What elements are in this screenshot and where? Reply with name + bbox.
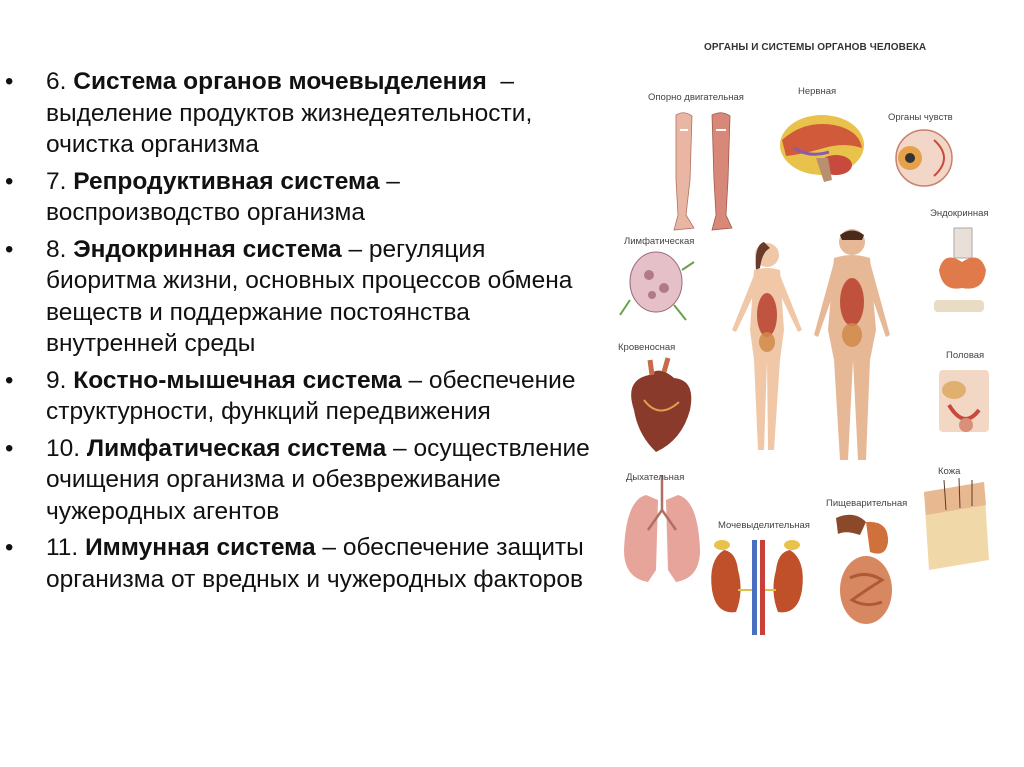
label-circulatory: Кровеносная: [618, 342, 676, 353]
label-skin: Кожа: [938, 466, 961, 477]
label-lymphatic: Лимфатическая: [624, 236, 695, 247]
item-number: 10.: [46, 434, 81, 462]
item-term: Костно-мышечная система: [73, 366, 402, 394]
skin-illustration: [924, 478, 989, 570]
item-term: Лимфатическая система: [86, 434, 387, 462]
label-urinary: Мочевыделительная: [718, 520, 810, 531]
item-text: [46, 168, 400, 227]
brain-illustration: [780, 115, 864, 182]
item-description: – регуляция биоритма жизни, основных процессов обмена веществ и поддержание постоянства внутренней среды: [46, 235, 573, 357]
bullet-marker: •: [5, 366, 14, 394]
digestive-illustration: [836, 515, 892, 624]
bullet-list: [0, 66, 600, 600]
item-term: Иммунная система: [85, 534, 316, 561]
item-term: Эндокринная система: [73, 235, 342, 263]
item-text: [46, 435, 590, 525]
lymph-node-illustration: [620, 252, 694, 320]
male-body-illustration: [814, 229, 890, 460]
label-endocrine: Эндокринная: [930, 208, 989, 219]
bullet-marker: •: [5, 235, 14, 263]
figure-title: ОРГАНЫ И СИСТЕМЫ ОРГАНОВ ЧЕЛОВЕКА: [704, 42, 927, 53]
item-description: – обеспечение структурности, функций передвижения: [46, 366, 576, 425]
list-item: [0, 234, 600, 360]
label-reproductive: Половая: [946, 350, 985, 361]
organ-illustrations: [604, 30, 1024, 650]
item-text: [46, 367, 575, 426]
item-description: – осуществление очищения организма и обезвреживание чужеродных агентов: [46, 434, 590, 525]
kidneys-illustration: [711, 540, 803, 635]
organ-systems-figure: [604, 30, 1024, 650]
item-description: – обеспечение защиты организма от вредных и чужеродных факторов: [46, 534, 584, 593]
bullet-marker: •: [5, 534, 14, 561]
list-item: [0, 433, 600, 528]
label-musculoskeletal: Опорно двигательная: [648, 92, 744, 103]
thyroid-illustration: [934, 228, 986, 312]
list-item: [0, 66, 600, 161]
bullet-marker: •: [5, 68, 14, 95]
label-nervous: Нервная: [798, 86, 837, 97]
list-item: [0, 365, 600, 428]
item-term: Репродуктивная система: [73, 167, 380, 195]
reproductive-illustration: [939, 370, 989, 432]
lungs-illustration: [624, 475, 700, 582]
item-text: [46, 534, 584, 593]
item-number: 7.: [46, 167, 67, 195]
bullet-marker: •: [5, 167, 14, 195]
list-item: [0, 532, 600, 595]
item-number: 6.: [46, 68, 67, 95]
item-term: Система органов мочевыделения: [73, 68, 487, 95]
item-description: – выделение продуктов жизнедеятельности, очистка организма: [46, 68, 540, 158]
item-number: 11.: [46, 534, 79, 561]
item-text: [46, 68, 539, 158]
item-number: 8.: [46, 235, 67, 263]
item-text: [46, 236, 572, 358]
female-body-illustration: [732, 242, 802, 450]
label-senses: Органы чувств: [888, 112, 953, 123]
label-respiratory: Дыхательная: [626, 472, 685, 483]
eye-illustration: [896, 130, 952, 186]
bullet-marker: •: [5, 434, 14, 462]
item-description: – воспроизводство организма: [46, 167, 400, 226]
label-digestive: Пищеварительная: [826, 498, 908, 509]
musculoskeletal-illustration: [674, 113, 732, 230]
list-item: [0, 166, 600, 229]
heart-illustration: [631, 358, 691, 452]
item-number: 9.: [46, 366, 67, 394]
